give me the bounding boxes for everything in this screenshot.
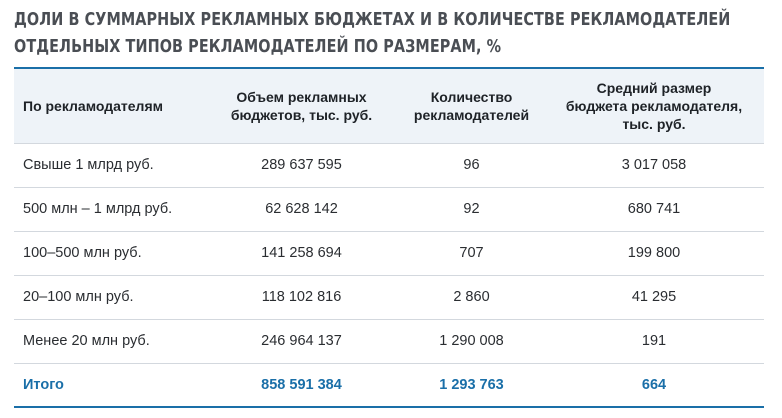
row-label: Менее 20 млн руб. — [23, 333, 150, 349]
table-row — [14, 275, 764, 319]
advertisers-table — [14, 67, 764, 408]
table-row — [14, 187, 764, 231]
table-row — [14, 319, 764, 363]
row-budget-volume: 141 258 694 — [261, 245, 342, 261]
table-row — [14, 231, 764, 275]
header-budget-volume-line2: бюджетов, тыс. руб. — [230, 106, 373, 123]
row-average-budget: 199 800 — [627, 245, 681, 261]
row-advertiser-count: 707 — [459, 245, 484, 261]
row-budget-volume: 118 102 816 — [261, 289, 342, 305]
header-advertiser-count-line2: рекламодателей — [413, 106, 530, 123]
row-average-budget: 3 017 058 — [621, 157, 687, 173]
page-title — [14, 6, 731, 60]
header-average-budget-line1: Средний размер — [596, 79, 712, 96]
total-budget-volume: 858 591 384 — [261, 376, 342, 393]
table-body — [14, 143, 764, 407]
row-advertiser-count: 92 — [463, 201, 480, 217]
header-advertiser-count-line1: Количество — [430, 88, 513, 105]
total-advertiser-count: 1 293 763 — [439, 376, 504, 393]
total-label: Итого — [23, 376, 64, 393]
header-row — [14, 68, 764, 143]
row-advertiser-count: 2 860 — [453, 289, 490, 305]
row-budget-volume: 246 964 137 — [261, 333, 342, 349]
title-line-1: ДОЛИ В СУММАРНЫХ РЕКЛАМНЫХ БЮДЖЕТАХ И В КОЛИЧЕСТВЕ РЕКЛАМОДАТЕЛЕЙ — [14, 9, 731, 30]
total-row — [14, 363, 764, 407]
table-header — [14, 68, 764, 143]
row-advertiser-count: 1 290 008 — [439, 333, 504, 349]
table-row — [14, 143, 764, 187]
header-advertiser-count — [399, 68, 544, 143]
row-label: 20–100 млн руб. — [23, 289, 134, 305]
header-advertiser-type — [14, 68, 204, 143]
header-average-budget — [544, 68, 764, 143]
row-label: Свыше 1 млрд руб. — [23, 157, 154, 173]
header-advertiser-type-label: По рекламодателям — [23, 97, 163, 114]
row-average-budget: 41 295 — [631, 289, 677, 305]
total-average-budget: 664 — [641, 376, 667, 393]
header-average-budget-line2: бюджета рекламодателя, — [565, 97, 743, 114]
row-budget-volume: 62 628 142 — [265, 201, 338, 217]
header-average-budget-line3: тыс. руб. — [622, 115, 686, 132]
row-label: 500 млн – 1 млрд руб. — [23, 201, 173, 217]
row-average-budget: 191 — [641, 333, 667, 349]
header-budget-volume — [204, 68, 399, 143]
row-budget-volume: 289 637 595 — [261, 157, 342, 173]
row-advertiser-count: 96 — [463, 157, 480, 173]
title-line-2: ОТДЕЛЬНЫХ ТИПОВ РЕКЛАМОДАТЕЛЕЙ ПО РАЗМЕРАМ, % — [14, 36, 502, 57]
row-label: 100–500 млн руб. — [23, 245, 142, 261]
row-average-budget: 680 741 — [627, 201, 681, 217]
header-budget-volume-line1: Объем рекламных — [236, 88, 367, 105]
